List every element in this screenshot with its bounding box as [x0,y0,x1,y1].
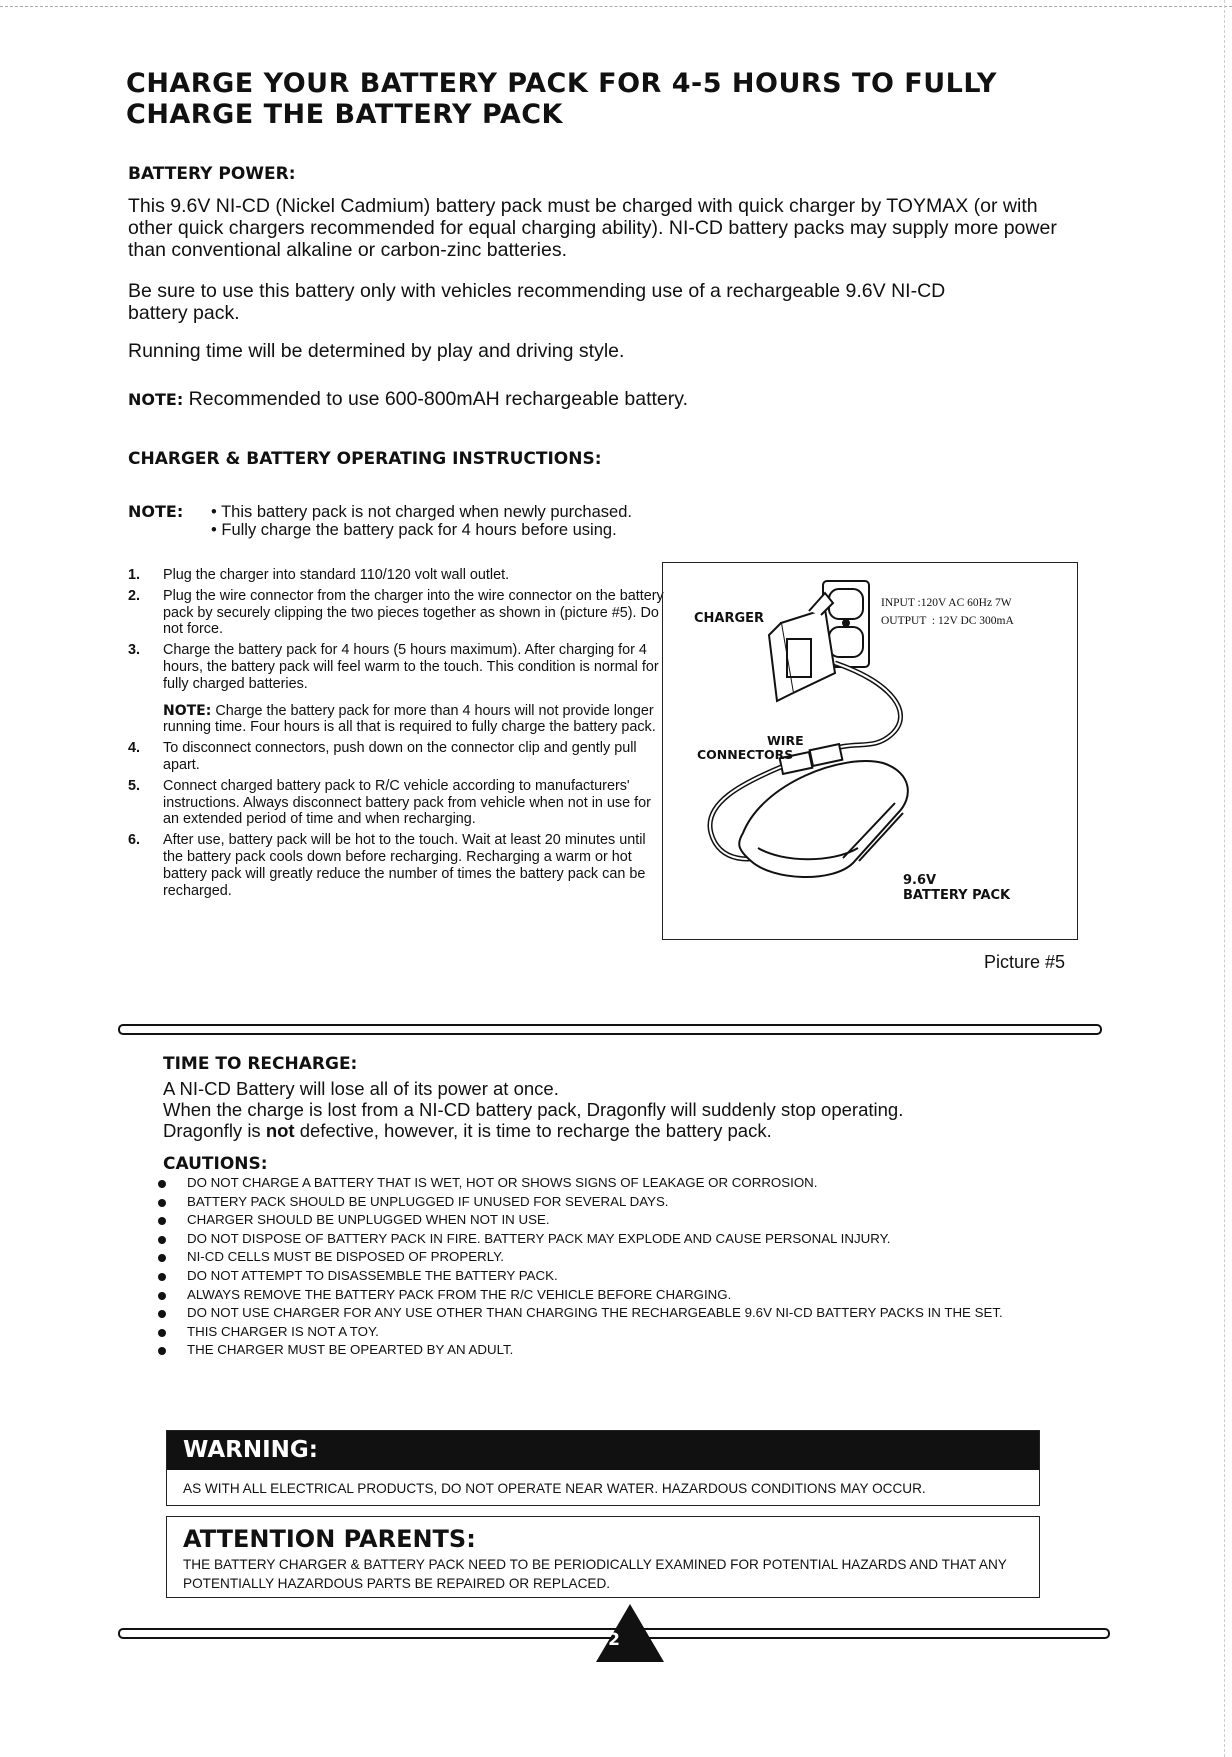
top-scan-edge [0,6,1232,7]
cautions-list [156,1176,1016,1362]
battery-label-line-1: 9.6V [903,873,937,888]
caution-item: CHARGER SHOULD BE UNPLUGGED WHEN NOT IN USE. [156,1213,1016,1228]
page-title: CHARGE YOUR BATTERY PACK FOR 4-5 HOURS TO FULLY CHARGE THE BATTERY PACK [126,68,997,130]
recharge-heading: TIME TO RECHARGE: [163,1054,358,1074]
attention-parents-heading: ATTENTION PARENTS: [183,1525,476,1553]
operating-heading: CHARGER & BATTERY OPERATING INSTRUCTIONS: [128,449,602,469]
attention-parents-box [166,1516,1040,1598]
cautions-heading: CAUTIONS: [163,1154,268,1174]
caution-item: ALWAYS REMOVE THE BATTERY PACK FROM THE R/C VEHICLE BEFORE CHARGING. [156,1288,1016,1303]
step-5: 5. Connect charged battery pack to R/C vehicle according to manufacturers' instructions. Always disconnect battery pack from vehicle when not in use for an extended period of time and when recharging. [128,777,651,828]
recharge-line-2: When the charge is lost from a NI-CD battery pack, Dragonfly will suddenly stop operating. [163,1099,904,1120]
battery-power-note [128,388,1008,411]
wire-label-line-2: CONNECTORS [697,747,794,762]
page-number: 2 [608,1630,620,1650]
caution-item: THE CHARGER MUST BE OPEARTED BY AN ADULT. [156,1343,1016,1358]
caution-item: THIS CHARGER IS NOT A TOY. [156,1325,1016,1340]
input-spec: INPUT :120V AC 60Hz 7W [881,597,1012,609]
step-6: 6. After use, battery pack will be hot to the touch. Wait at least 20 minutes until the battery pack cools down before recharging. Recharging a warm or hot battery pack will greatly reduce the number of times the battery pack can be recharged. [128,832,646,899]
charger-cord [823,663,901,753]
recharge-line-3: Dragonfly is not defective, however, it is time to recharge the battery pack. [163,1120,772,1141]
step-3: 3. Charge the battery pack for 4 hours (5 hours maximum). After charging for 4 hours, the battery pack will feel warm to the touch. This condition is normal for fully charged batteries. NOTE: Charge the battery pack for more than 4 hours will not provide longer running time. Four hours is all that is required to fully charge the battery pack. [128,642,668,736]
right-scan-edge [1224,0,1225,1757]
charger-label: CHARGER [694,611,765,626]
operating-note-line-2: • Fully charge the battery pack for 4 hours before using. [211,521,617,539]
warning-text: AS WITH ALL ELECTRICAL PRODUCTS, DO NOT OPERATE NEAR WATER. HAZARDOUS CONDITIONS MAY OCCUR. [183,1481,926,1496]
caution-item: DO NOT ATTEMPT TO DISASSEMBLE THE BATTERY PACK. [156,1269,1016,1284]
picture-5-figure [662,562,1078,940]
caution-item: NI-CD CELLS MUST BE DISPOSED OF PROPERLY. [156,1250,1016,1265]
operating-note-label: NOTE: [128,502,184,521]
wire-label-line-1: WIRE [767,733,804,748]
caution-item: DO NOT DISPOSE OF BATTERY PACK IN FIRE. BATTERY PACK MAY EXPLODE AND CAUSE PERSONAL INJURY. [156,1232,1016,1247]
caution-item: DO NOT USE CHARGER FOR ANY USE OTHER THAN CHARGING THE RECHARGEABLE 9.6V NI-CD BATTERY PACKS IN THE SET. [156,1306,1016,1321]
battery-power-para-2: Be sure to use this battery only with vehicles recommending use of a rechargeable 9.6V NI-CD battery pack. [128,280,946,324]
warning-box [166,1430,1040,1506]
step-2: 2. Plug the wire connector from the charger into the wire connector on the battery pack by securely clipping the two pieces together as shown in (picture #5). Do not force. [128,587,664,638]
attention-parents-text: THE BATTERY CHARGER & BATTERY PACK NEED TO BE PERIODICALLY EXAMINED FOR POTENTIAL HAZARDS AND THAT ANY POTENTIALLY HAZARDOUS PARTS BE REPAIRED OR REPLACED. [183,1557,1007,1591]
output-spec: OUTPUT : 12V DC 300mA [881,615,1014,627]
battery-power-para-1: This 9.6V NI-CD (Nickel Cadmium) battery pack must be charged with quick charger by TOYMAX (or with other quick chargers recommended for equal charging ability). NI-CD battery packs may supply more power than conventional alkaline or carbon-zinc batteries. [128,195,1057,261]
operating-steps [128,567,668,903]
step-4: 4. To disconnect connectors, push down on the connector clip and gently pull apart. [128,740,637,773]
figure-caption: Picture #5 [984,952,1066,972]
charger-adapter [769,593,835,701]
battery-power-heading: BATTERY POWER: [128,164,296,184]
battery-power-para-3: Running time will be determined by play and driving style. [128,340,625,362]
warning-heading: WARNING: [167,1431,1039,1470]
battery-pack [739,761,908,877]
caution-item: DO NOT CHARGE A BATTERY THAT IS WET, HOT OR SHOWS SIGNS OF LEAKAGE OR CORROSION. [156,1176,1016,1191]
section-divider [118,1024,1102,1035]
step-3-note: NOTE: Charge the battery pack for more than 4 hours will not provide longer running time. Four hours is all that is required to fully charge the battery pack. [163,702,656,736]
caution-item: BATTERY PACK SHOULD BE UNPLUGGED IF UNUSED FOR SEVERAL DAYS. [156,1195,1016,1210]
note-label: NOTE: [128,390,184,409]
battery-label-line-2: BATTERY PACK [903,888,1011,903]
step-1: 1. Plug the charger into standard 110/120 volt wall outlet. [128,567,510,583]
operating-note-line-1: • This battery pack is not charged when newly purchased. [211,503,632,521]
operating-note [128,503,748,539]
note-text: Recommended to use 600-800mAH rechargeable battery. [183,388,688,410]
recharge-text [163,1078,1063,1141]
recharge-line-1: A NI-CD Battery will lose all of its power at once. [163,1078,559,1099]
